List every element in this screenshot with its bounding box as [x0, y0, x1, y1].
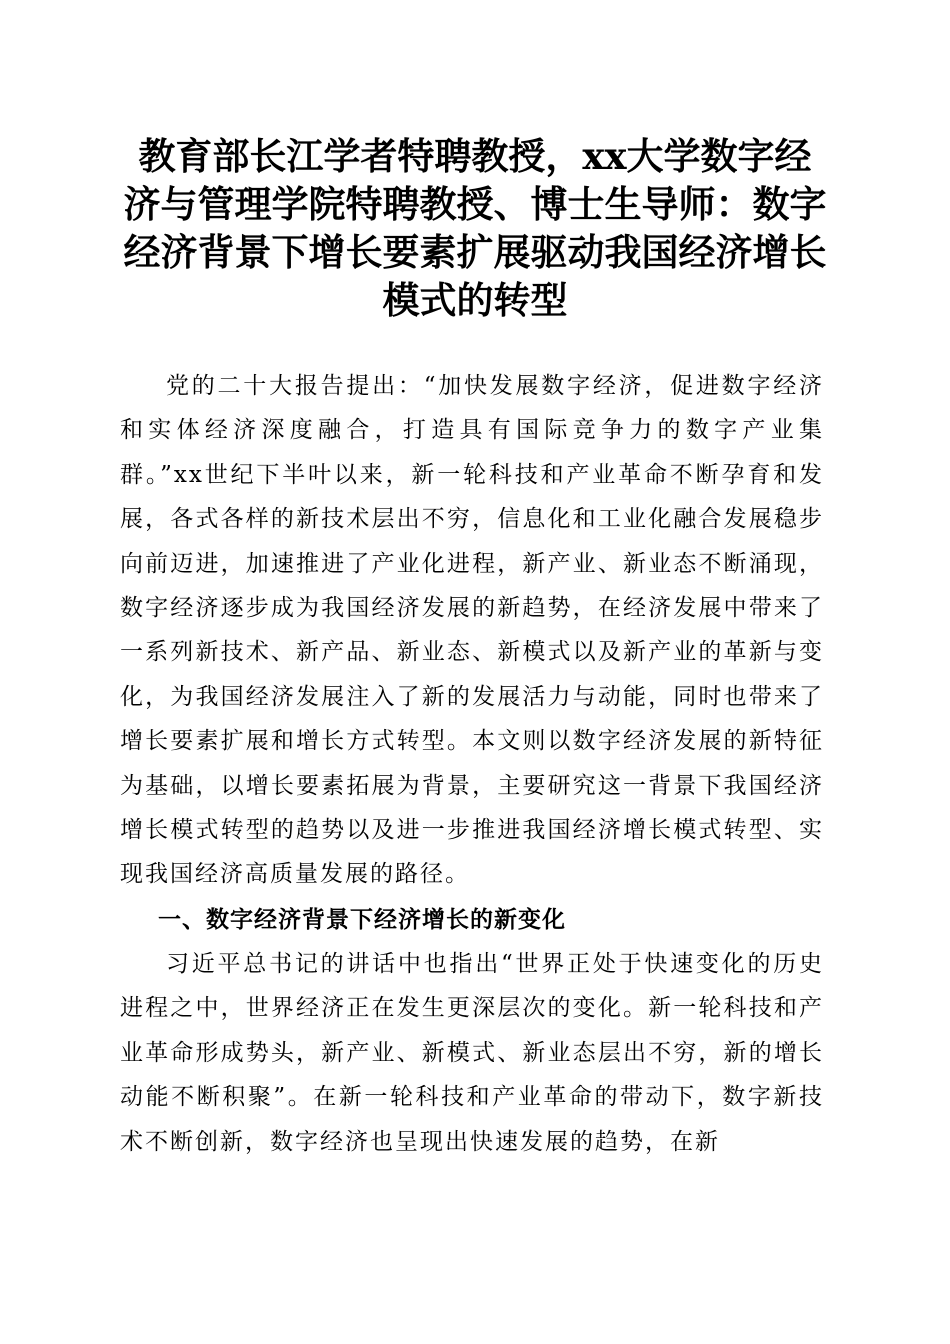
- body-paragraph-1: 党的二十大报告提出：“加快发展数字经济，促进数字经济和实体经济深度融合，打造具有国际竞争力的数字产业集群。”xx世纪下半叶以来，新一轮科技和产业革命不断孕育和发展，各式各样的新技术层出不穷，信息化和工业化融合发展稳步向前迈进，加速推进了产业化进程，新产业、新业态不断涌现，数字经济逐步成为我国经济发展的新趋势，在经济发展中带来了一系列新技术、新产品、新业态、新模式以及新产业的革新与变化，为我国经济发展注入了新的发展活力与动能，同时也带来了增长要素扩展和增长方式转型。本文则以数字经济发展的新特征为基础，以增长要素拓展为背景，主要研究这一背景下我国经济增长模式转型的趋势以及进一步推进我国经济增长模式转型、实现我国经济高质量发展的路径。: [120, 373, 824, 888]
- document-title: 教育部长江学者特聘教授，xx大学数字经济与管理学院特聘教授、博士生导师：数字经济背景下增长要素扩展驱动我国经济增长模式的转型: [123, 134, 827, 322]
- body-paragraph-2: 习近平总书记的讲话中也指出“世界正处于快速变化的历史进程之中，世界经济正在发生更深层次的变化。新一轮科技和产业革命形成势头，新产业、新模式、新业态层出不穷，新的增长动能不断积聚”。在新一轮科技和产业革命的带动下，数字新技术不断创新，数字经济也呈现出快速发展的趋势，在新: [120, 951, 824, 1155]
- section-heading-1: 一、数字经济背景下经济增长的新变化: [158, 907, 566, 933]
